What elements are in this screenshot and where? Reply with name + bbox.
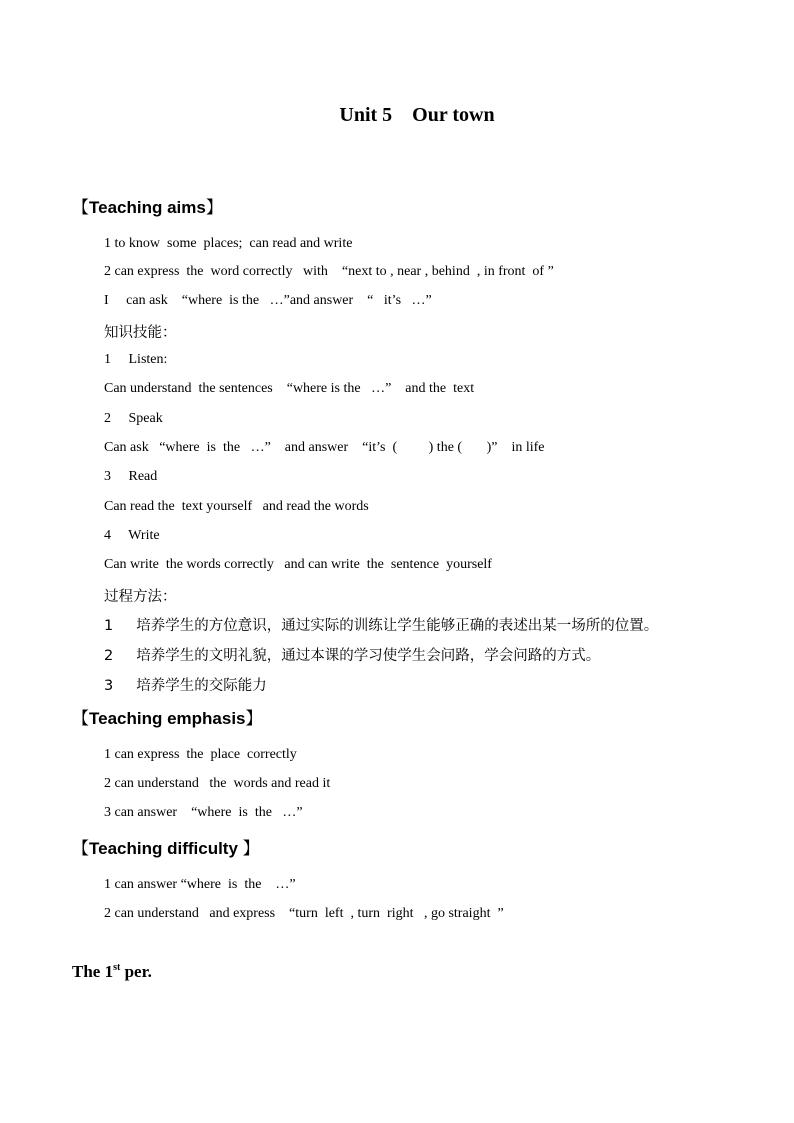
section-heading-teaching-emphasis [72, 704, 263, 729]
emphasis-line: 1 can express the place correctly [104, 747, 297, 762]
aims-line: 1 培养学生的方位意识，通过实际的训练让学生能够正确的表述出某一场所的位置。 [104, 618, 659, 634]
aims-line: 4 Write [104, 528, 160, 543]
aims-line: 1 Listen: [104, 352, 168, 367]
page-title: Unit 5 Our town [339, 104, 495, 126]
aims-line: 2 培养学生的文明礼貌，通过本课的学习使学生会问路，学会问路的方式。 [104, 648, 601, 664]
period-heading [72, 962, 152, 982]
aims-line: 2 Speak [104, 411, 163, 426]
left-bracket: 【 [72, 709, 89, 729]
heading-text: Teaching difficulty [89, 839, 243, 858]
heading-text: Teaching emphasis [89, 709, 246, 728]
difficulty-line: 1 can answer “where is the …” [104, 877, 296, 892]
emphasis-line: 2 can understand the words and read it [104, 776, 331, 791]
section-heading-teaching-difficulty [72, 834, 260, 859]
aims-line: Can read the text yourself and read the words [104, 499, 369, 514]
right-bracket: 】 [245, 709, 263, 729]
difficulty-line: 2 can understand and express “turn left , turn right , go straight ” [104, 906, 504, 921]
period-suffix: per. [120, 962, 152, 981]
period-prefix: The 1 [72, 962, 114, 981]
aims-line: I can ask “where is the …”and answer “ it’s …” [104, 293, 432, 308]
aims-line: 过程方法： [104, 589, 177, 605]
heading-text: Teaching aims [89, 198, 206, 217]
left-bracket: 【 [72, 839, 89, 859]
emphasis-line: 3 can answer “where is the …” [104, 805, 303, 820]
aims-line: Can ask “where is the …” and answer “it’s ( ) the ( )” in life [104, 440, 545, 455]
right-bracket: 】 [242, 839, 260, 859]
aims-line: 2 can express the word correctly with “next to , near , behind , in front of ” [104, 264, 554, 279]
section-heading-teaching-aims [72, 193, 223, 218]
aims-line: 3 Read [104, 469, 158, 484]
aims-line: Can understand the sentences “where is the …” and the text [104, 381, 475, 396]
aims-line: Can write the words correctly and can write the sentence yourself [104, 557, 492, 572]
right-bracket: 】 [205, 198, 223, 218]
aims-line: 3 培养学生的交际能力 [104, 678, 267, 694]
aims-line: 1 to know some places; can read and write [104, 236, 353, 251]
left-bracket: 【 [72, 198, 89, 218]
aims-line: 知识技能： [104, 325, 177, 341]
period-ordinal-suffix: st [113, 962, 121, 973]
